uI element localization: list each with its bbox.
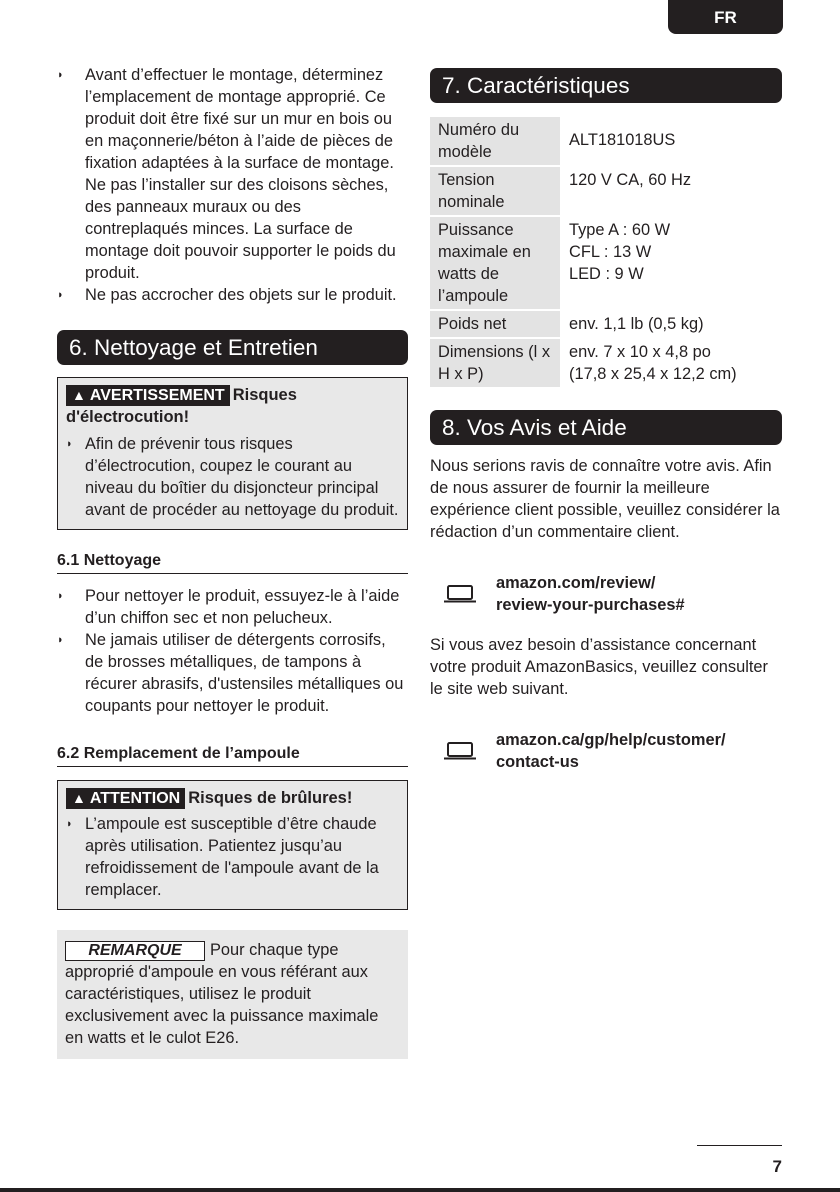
help-link[interactable]: [430, 729, 782, 773]
attention-box: [57, 780, 408, 910]
list-item: ◗ Pour nettoyer le produit, essuyez-le à l’aide d’un chiffon sec et non pelucheux.: [57, 585, 408, 629]
laptop-icon: [444, 585, 476, 603]
list-item: ◗ Ne pas accrocher des objets sur le produit.: [57, 284, 408, 306]
list-item: ◗ Afin de prévenir tous risques d’électrocution, coupez le courant au niveau du boîtier du disjoncteur principal avant de procéder au nettoyage du produit.: [66, 433, 399, 521]
list-item: ◗ L’ampoule est susceptible d’être chaude après utilisation. Patientez jusqu’au refroidissement de l'ampoule avant de la remplacer.: [66, 813, 399, 901]
help-link-line-1[interactable]: amazon.ca/gp/help/customer/: [496, 731, 726, 749]
section-6-heading: 6. Nettoyage et Entretien: [57, 330, 408, 365]
warning-title-row: [66, 384, 399, 428]
laptop-icon: [444, 742, 476, 760]
spec-key: Tension nominale: [430, 167, 560, 215]
help-link-line-2[interactable]: contact-us: [496, 753, 579, 771]
warning-triangle-icon: ▲: [72, 790, 86, 806]
spec-value: ALT181018US: [569, 131, 676, 149]
attention-title: Risques de brûlures!: [188, 789, 353, 807]
table-row: [430, 167, 782, 215]
spec-key: Poids net: [430, 311, 560, 337]
subsection-6-1-heading: 6.1 Nettoyage: [57, 552, 408, 574]
attention-tag: [66, 788, 185, 809]
table-row: [430, 339, 782, 387]
review-link[interactable]: [430, 572, 782, 616]
list-item: ◗ Ne jamais utiliser de détergents corrosifs, de brosses métalliques, de tampons à récurer abrasifs, d'ustensiles métalliques ou coupants pour nettoyer le produit.: [57, 629, 408, 717]
specifications-table: [430, 115, 782, 389]
feedback-paragraph: Nous serions ravis de connaître votre avis. Afin de nous assurer de fournir la meilleure expérience client possible, veuillez considérer la rédaction d’un commentaire client.: [430, 457, 780, 541]
spec-key: Dimensions (l x H x P): [430, 339, 560, 387]
attention-bullet-list: [66, 813, 399, 901]
right-column: [430, 68, 782, 773]
note-box: [57, 930, 408, 1059]
attention-tag-label: ATTENTION: [89, 790, 181, 807]
cleaning-bullet-list: [57, 585, 408, 717]
left-column: [57, 64, 408, 1059]
page-number: 7: [697, 1145, 782, 1177]
help-paragraph: Si vous avez besoin d’assistance concernant votre produit AmazonBasics, veuillez consulter le site web suivant.: [430, 636, 768, 698]
bottom-divider: [0, 1188, 840, 1192]
spec-value: env. 7 x 10 x 4,8 po (17,8 x 25,4 x 12,2 cm): [569, 343, 737, 383]
review-link-line-1[interactable]: amazon.com/review/: [496, 574, 656, 592]
section-8-heading: 8. Vos Avis et Aide: [430, 410, 782, 445]
warning-bullet-list: [66, 433, 399, 521]
warning-triangle-icon: ▲: [72, 387, 86, 403]
attention-title-row: [66, 787, 399, 809]
spec-key: Numéro du modèle: [430, 117, 560, 165]
list-item: ◗ Avant d’effectuer le montage, déterminez l’emplacement de montage approprié. Ce produit doit être fixé sur un mur en bois ou en maçonnerie/béton à l’aide de pièces de fixation adaptées à la surface de montage. Ne pas l’installer sur des cloisons sèches, des panneaux muraux ou des contreplaqués minces. La surface de montage doit pouvoir supporter le poids du produit.: [57, 64, 408, 284]
intro-bullet-list: [57, 64, 408, 306]
subsection-6-2-heading: 6.2 Remplacement de l’ampoule: [57, 745, 408, 767]
table-row: [430, 311, 782, 337]
warning-tag-label: AVERTISSEMENT: [89, 387, 225, 404]
spec-value: Type A : 60 W CFL : 13 W LED : 9 W: [569, 221, 671, 283]
table-row: [430, 117, 782, 165]
table-row: [430, 217, 782, 309]
language-tab: FR: [668, 0, 783, 34]
note-tag: REMARQUE: [65, 941, 205, 961]
warning-title: Risques d'électrocution!: [66, 386, 297, 426]
review-link-line-2[interactable]: review-your-purchases#: [496, 596, 685, 614]
warning-box: [57, 377, 408, 530]
note-text: Pour chaque type approprié d'ampoule en vous référant aux caractéristiques, utilisez le produit exclusivement avec la puissance maximale en watts et le culot E26.: [65, 941, 379, 1047]
spec-value: env. 1,1 lb (0,5 kg): [569, 315, 704, 333]
spec-key: Puissance maximale en watts de l’ampoule: [430, 217, 560, 309]
warning-tag: [66, 385, 230, 406]
section-7-heading: 7. Caractéristiques: [430, 68, 782, 103]
spec-value: 120 V CA, 60 Hz: [569, 171, 692, 189]
